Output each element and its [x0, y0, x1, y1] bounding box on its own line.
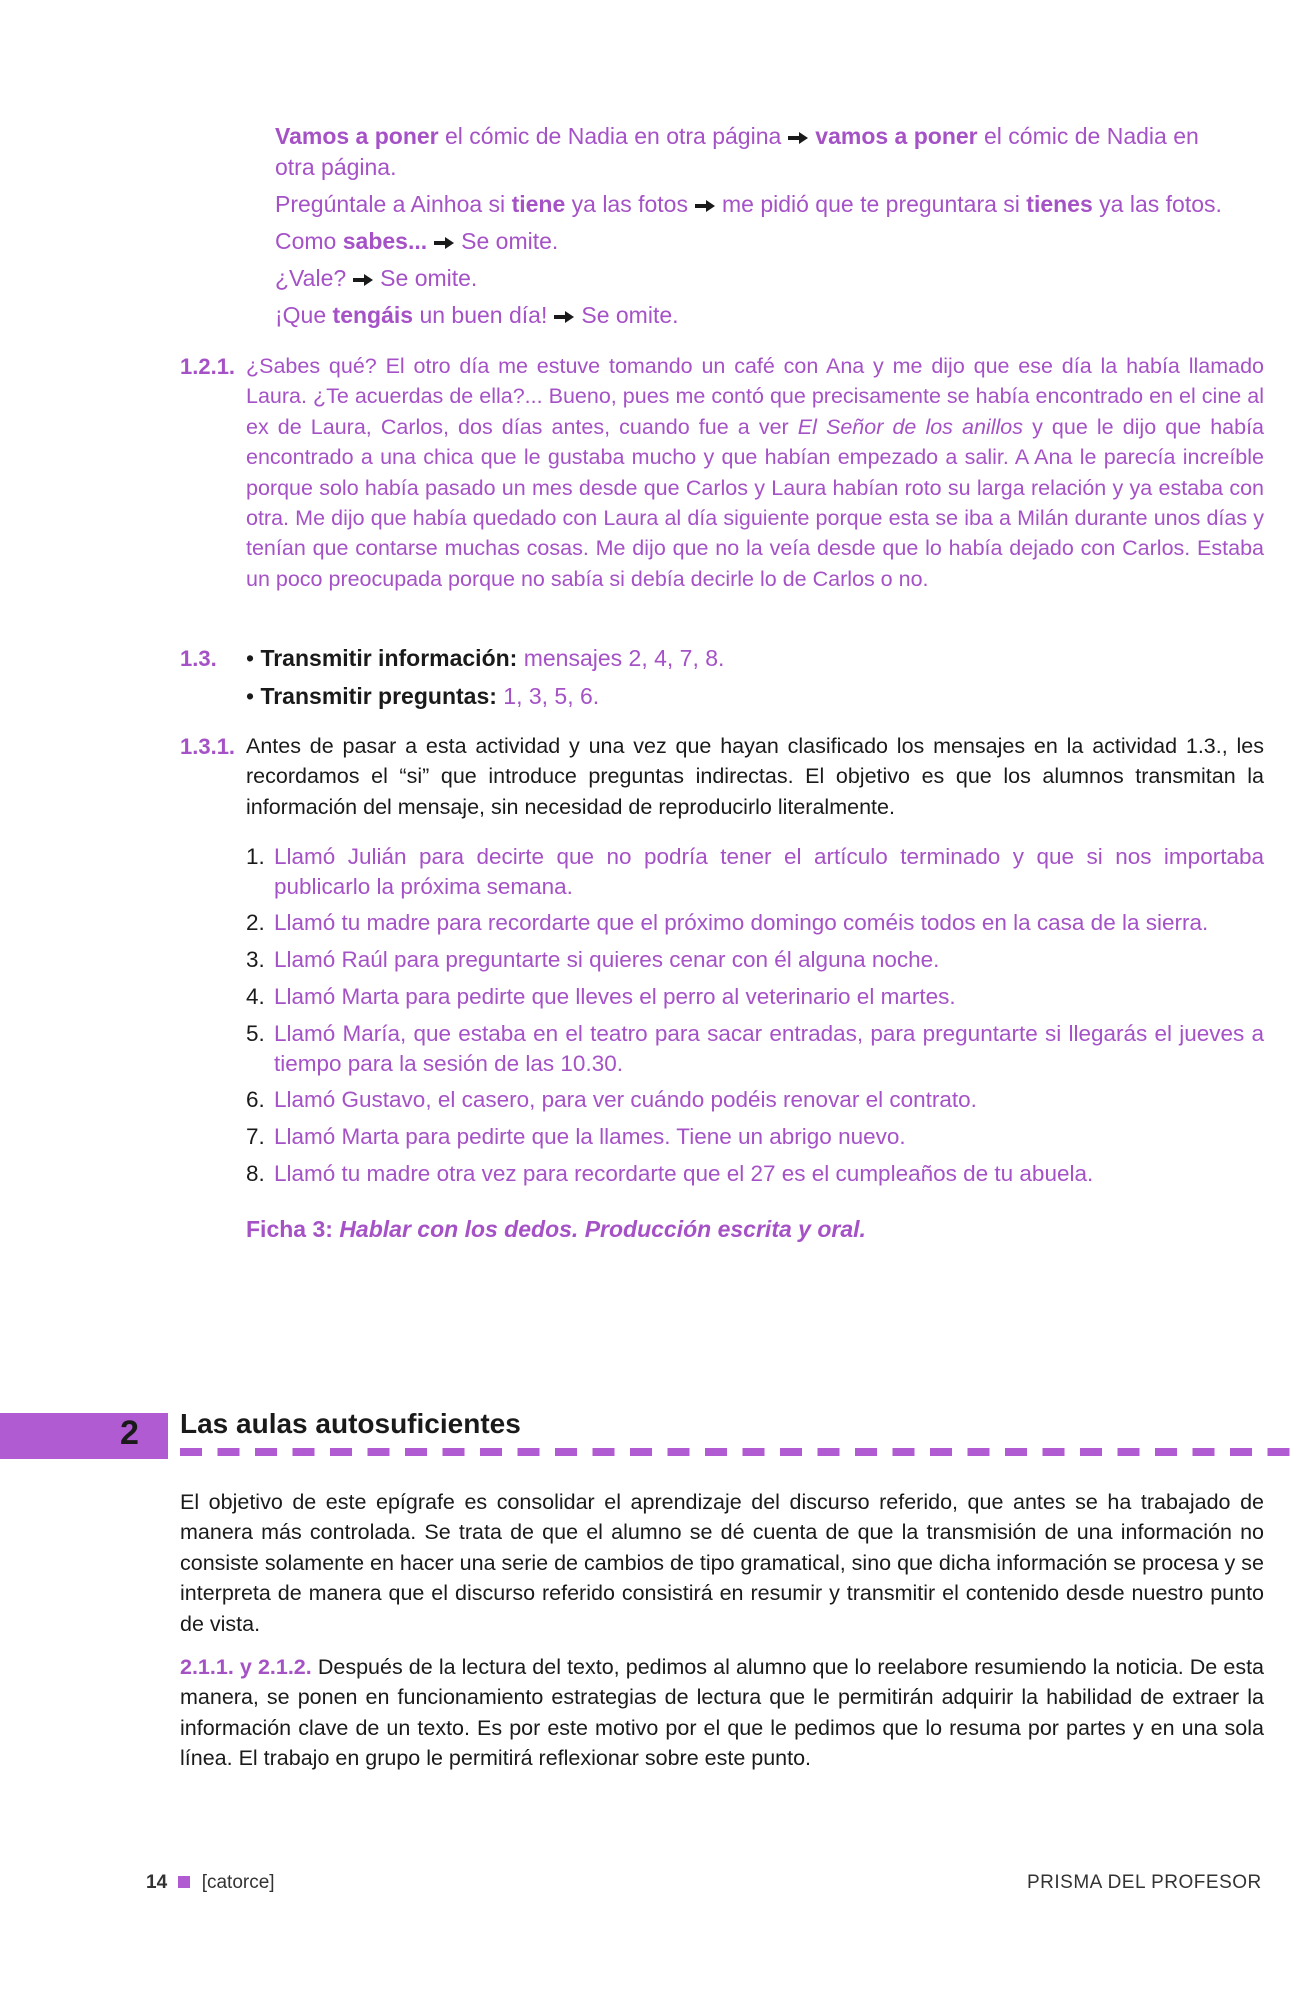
section-number-1-2-1: 1.2.1.: [180, 354, 236, 379]
message-item-number: 5.: [246, 1021, 265, 1046]
example-line-4: ¿Vale? Se omite.: [275, 265, 478, 291]
example-line-2: Pregúntale a Ainhoa si tiene ya las fotos me pidió que te preguntara si tienes ya las fotos.: [275, 191, 1222, 217]
section-1-2-1-text: ¿Sabes qué? El otro día me estuve tomando un café con Ana y me dijo que ese día la había llamado Laura. ¿Te acuerdas de ella?... Bueno, pues me contó que precisamente se había encontrado en el cine al ex de Laura, Carlos, dos días antes, cuando fue a ver El Señor de los anillos y que le dijo que había encontrado a una chica que le gustaba mucho y que habían empezado a salir. A Ana le parecía increíble porque solo había pasado un mes desde que Carlos y Laura habían roto su larga relación y ya estaba con otra. Me dijo que había quedado con Laura al día siguiente porque esta se iba a Milán durante unos días y tenían que contarse muchas cosas. Me dijo que no la veía desde que lo había dejado con Carlos. Estaba un poco preocupada porque no sabía si debía decirle lo de Carlos o no.: [246, 354, 1265, 591]
section-title-dash-rule: [180, 1446, 1300, 1458]
section-1-3-1-intro: Antes de pasar a esta actividad y una vez que hayan clasificado los mensajes en la actividad 1.3., les recordamos el “si” que introduce preguntas indirectas. El objetivo es que los alumnos transmitan la información del mensaje, sin necesidad de reproducirlo literalmente.: [246, 734, 1264, 819]
bullet-transmitir-preguntas: • Transmitir preguntas: 1, 3, 5, 6.: [246, 683, 600, 709]
message-item-number: 6.: [246, 1087, 265, 1112]
page-footer-right: PRISMA DEL PROFESOR: [1027, 1872, 1262, 1893]
message-item-text: Llamó Marta para pedirte que la llames. Tiene un abrigo nuevo.: [274, 1124, 906, 1149]
arrow-right-icon: [787, 131, 809, 145]
message-item-number: 3.: [246, 947, 265, 972]
message-item: [246, 842, 1264, 902]
message-item-text: Llamó Gustavo, el casero, para ver cuándo podéis renovar el contrato.: [274, 1087, 977, 1112]
message-item-number: 2.: [246, 910, 265, 935]
section-number-1-3-1: 1.3.1.: [180, 734, 236, 759]
message-item: [246, 1019, 1264, 1079]
message-item: [246, 945, 1264, 975]
message-item: [246, 908, 1264, 938]
message-item-number: 7.: [246, 1124, 265, 1149]
message-item: [246, 1122, 1264, 1152]
example-line-3: Como sabes... Se omite.: [275, 228, 559, 254]
section-2-intro: El objetivo de este epígrafe es consolidar el aprendizaje del discurso referido, que antes se ha trabajado de manera más controlada. Se trata de que el alumno se dé cuenta de que la transmisión de una información no consiste solamente en hacer una serie de cambios de tipo gramatical, sino que dicha información se procesa y se interpreta de manera que el discurso referido consistirá en resumir y transmitir el contenido desde nuestro punto de vista.: [180, 1490, 1264, 1636]
example-line-5: ¡Que tengáis un buen día! Se omite.: [275, 302, 679, 328]
message-item-number: 1.: [246, 844, 265, 869]
message-item-text: Llamó Marta para pedirte que lleves el perro al veterinario el martes.: [274, 984, 956, 1009]
page-footer-left: 14 [catorce]: [146, 1872, 275, 1893]
message-item-text: Llamó Julián para decirte que no podría tener el artículo terminado y que si nos importaba publicarlo la próxima semana.: [274, 844, 1264, 899]
message-item-text: Llamó María, que estaba en el teatro para sacar entradas, para preguntarte si llegarás el jueves a tiempo para la sesión de las 10.30.: [274, 1021, 1264, 1076]
ficha-reference: Ficha 3: Hablar con los dedos. Producción escrita y oral.: [246, 1216, 866, 1242]
arrow-right-icon: [433, 236, 455, 250]
arrow-right-icon: [352, 273, 374, 287]
section-number-1-3: 1.3.: [180, 646, 217, 671]
message-item: [246, 982, 1264, 1012]
example-line-1: Vamos a poner el cómic de Nadia en otra página vamos a poner el cómic de Nadia en: [275, 123, 1199, 149]
section-header-bar: [0, 1413, 168, 1459]
message-item: [246, 1159, 1264, 1189]
message-item-text: Llamó Raúl para preguntarte si quieres cenar con él alguna noche.: [274, 947, 940, 972]
bullet-transmitir-informacion: • Transmitir información: mensajes 2, 4, 7, 8.: [246, 645, 725, 671]
message-item-text: Llamó tu madre para recordarte que el próximo domingo coméis todos en la casa de la sierra.: [274, 910, 1209, 935]
message-item: [246, 1085, 1264, 1115]
footer-square-icon: [178, 1876, 190, 1888]
arrow-right-icon: [553, 310, 575, 324]
message-item-number: 8.: [246, 1161, 265, 1186]
section-2-1-1-text: 2.1.1. y 2.1.2. Después de la lectura del texto, pedimos al alumno que lo reelabore resumiendo la noticia. De esta manera, se ponen en funcionamiento estrategias de lectura que le permitirán adquirir la habilidad de extraer la información clave de un texto. Es por este motivo por el que le pedimos que lo resuma por partes y en una sola línea. El trabajo en grupo le permitirá reflexionar sobre este punto.: [180, 1655, 1264, 1771]
section-title: Las aulas autosuficientes: [180, 1408, 521, 1439]
message-item-text: Llamó tu madre otra vez para recordarte que el 27 es el cumpleaños de tu abuela.: [274, 1161, 1094, 1186]
section-number-2: 2: [120, 1414, 139, 1452]
message-item-number: 4.: [246, 984, 265, 1009]
arrow-right-icon: [694, 199, 716, 213]
example-line-1-cont: otra página.: [275, 154, 397, 180]
